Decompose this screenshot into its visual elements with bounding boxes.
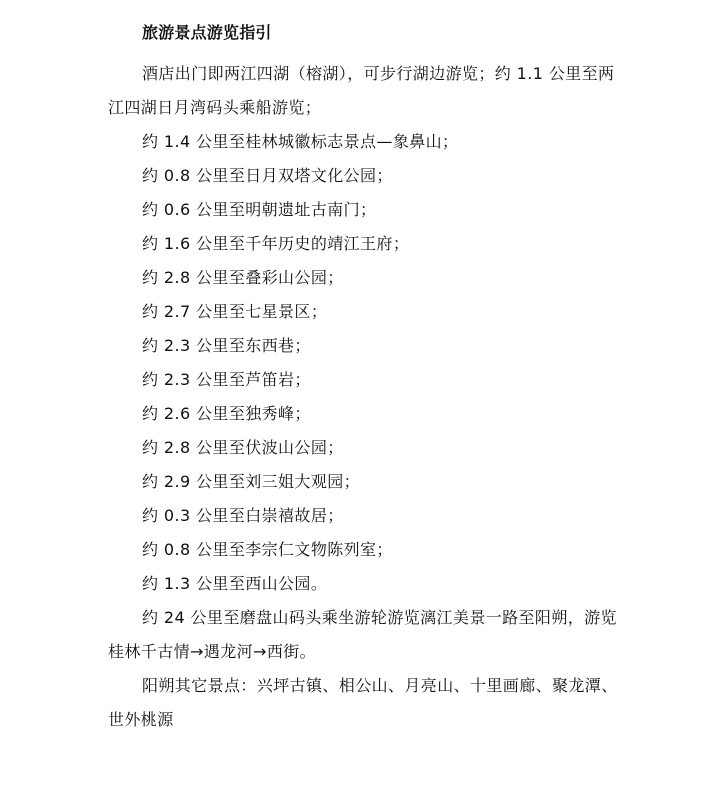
distance-item: 约 0.6 公里至明朝遗址古南门； [142,200,377,219]
lijiang-paragraph: 约 24 公里至磨盘山码头乘坐游轮游览漓江美景一路至阳朔，游览桂林千古情→遇龙河→西街。 [108,608,617,661]
distance-item: 约 2.8 公里至叠彩山公园； [142,268,344,287]
distance-item: 约 1.3 公里至西山公园。 [142,574,328,593]
distance-item: 约 0.8 公里至日月双塔文化公园； [142,166,393,185]
distance-item: 约 2.9 公里至刘三姐大观园； [142,472,361,491]
yangshuo-paragraph: 阳朔其它景点：兴坪古镇、相公山、月亮山、十里画廊、聚龙潭、世外桃源 [108,676,618,729]
distance-item: 约 2.7 公里至七星景区； [142,302,328,321]
distance-item: 约 2.3 公里至芦笛岩； [142,370,311,389]
distance-item: 约 2.8 公里至伏波山公园； [142,438,344,457]
distance-item: 约 1.6 公里至千年历史的靖江王府； [142,234,410,253]
distance-list [108,125,618,601]
distance-item: 约 0.8 公里至李宗仁文物陈列室； [142,540,393,559]
distance-item: 约 2.3 公里至东西巷； [142,336,311,355]
intro-paragraph: 酒店出门即两江四湖（榕湖），可步行湖边游览；约 1.1 公里至两江四湖日月湾码头乘船游览； [108,64,615,117]
distance-item: 约 2.6 公里至独秀峰； [142,404,311,423]
document-title: 旅游景点游览指引 [142,23,272,42]
distance-item: 约 1.4 公里至桂林城徽标志景点—象鼻山； [142,132,459,151]
distance-item: 约 0.3 公里至白崇禧故居； [142,506,344,525]
